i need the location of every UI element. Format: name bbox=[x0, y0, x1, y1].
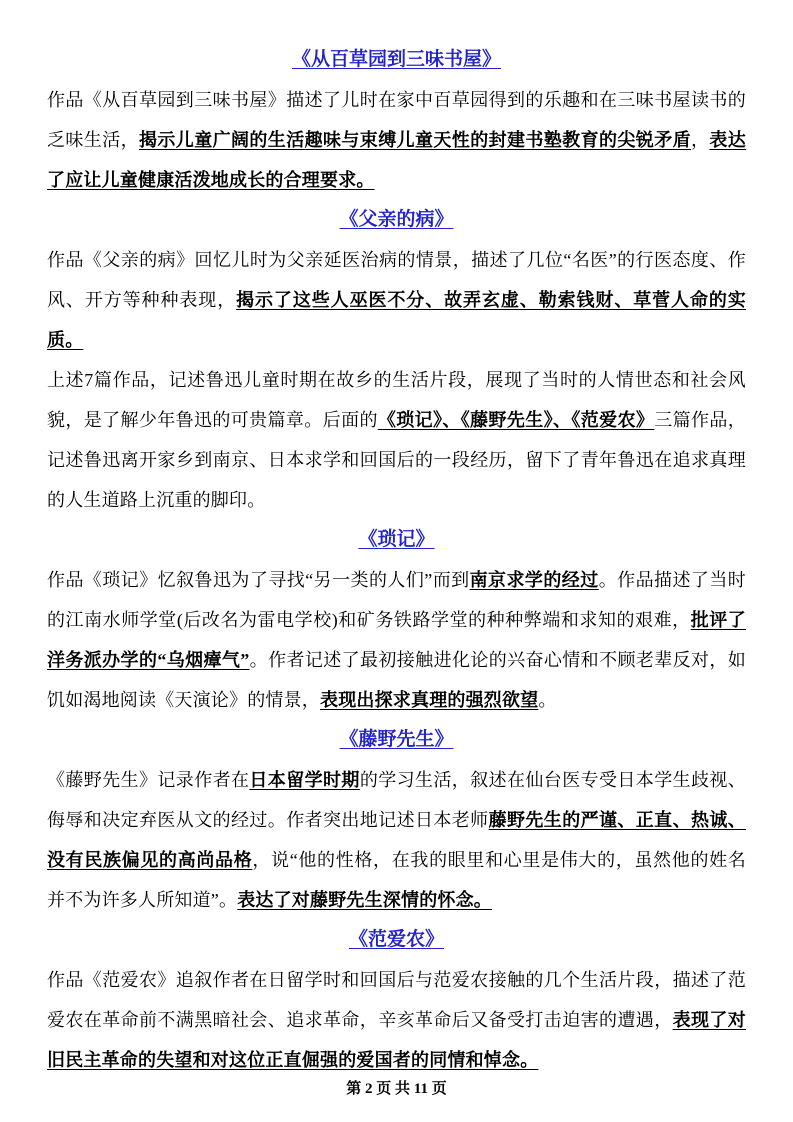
text-run: 。 bbox=[538, 690, 557, 710]
text-run: 《藤野先生》记录作者在 bbox=[47, 770, 250, 790]
section-heading: 《父亲的病》 bbox=[339, 209, 454, 230]
text-run: 上述7篇作品，记述鲁迅儿童时期在故乡的生活片段，展现了当时的人情世态和社会风貌，是了解少年鲁迅的可贵篇章。后面的 bbox=[47, 370, 746, 430]
text-run: 的学习生活，叙述在仙台医专受日本学生歧视、侮辱和决定弃医从文的经过。作者突出地记述日本老师 bbox=[47, 770, 747, 830]
page-number-footer: 第 2 页 共 11 页 bbox=[346, 1081, 447, 1097]
paragraph bbox=[47, 760, 746, 920]
section-heading: 《从百草园到三味书屋》 bbox=[291, 49, 501, 70]
text-run: ， bbox=[691, 130, 710, 150]
section-heading: 《藤野先生》 bbox=[339, 729, 454, 750]
text-run: 作品《从百草园到三味书屋》描述了儿时在家中百草园得到的乐趣和在三味书屋读书的乏味生活， bbox=[47, 90, 746, 150]
document-content bbox=[47, 40, 746, 1080]
emphasized-text-run: 表现出探求真理的强烈欲望 bbox=[320, 690, 539, 710]
emphasized-text-run: 批评了洋务派办学的“乌烟瘴气” bbox=[47, 610, 746, 670]
paragraph bbox=[47, 560, 746, 720]
text-run: 作品《父亲的病》回忆儿时为父亲延医治病的情景，描述了几位“名医”的行医态度、作风、开方等种种表现， bbox=[47, 250, 746, 310]
paragraph bbox=[47, 960, 746, 1080]
emphasized-text-run: 表达了对藤野先生深情的怀念。 bbox=[237, 890, 493, 910]
text-run: ，说“他的性格，在我的眼里和心里是伟大的，虽然他的姓名并不为许多人所知道”。 bbox=[47, 850, 746, 910]
emphasized-text-run: 表达了应让儿童健康活泼地成长的合理要求。 bbox=[47, 130, 747, 190]
emphasized-text-run: 揭示了这些人巫医不分、故弄玄虚、勒索钱财、草菅人命的实质。 bbox=[47, 290, 746, 350]
paragraph bbox=[47, 240, 746, 360]
paragraph bbox=[47, 360, 746, 520]
emphasized-text-run: 揭示儿童广阔的生活趣味与束缚儿童天性的封建书塾教育的尖锐矛盾 bbox=[139, 130, 691, 150]
emphasized-text-run: 表现了对旧民主革命的失望和对这位正直倔强的爱国者的同情和悼念。 bbox=[47, 1010, 746, 1070]
section-heading: 《范爱农》 bbox=[348, 929, 444, 950]
text-run: 作品《范爱农》追叙作者在日留学时和回国后与范爱农接触的几个生活片段，描述了范爱农在革命前不满黑暗社会、追求革命，辛亥革命后又备受打击迫害的遭遇， bbox=[47, 970, 746, 1030]
emphasized-text-run: 南京求学的经过 bbox=[469, 570, 599, 590]
text-run: 三篇作品，记述鲁迅离开家乡到南京、日本求学和回国后的一段经历，留下了青年鲁迅在追求真理的人生道路上沉重的脚印。 bbox=[47, 410, 746, 510]
text-run: 。作者记述了最初接触进化论的兴奋心情和不顾老辈反对，如饥如渴地阅读《天演论》的情景， bbox=[47, 650, 746, 710]
emphasized-text-run: 日本留学时期 bbox=[249, 770, 360, 790]
text-run: 作品《琐记》忆叙鲁迅为了寻找“另一类的人们”而到 bbox=[47, 570, 470, 590]
section-heading: 《琐记》 bbox=[358, 529, 435, 550]
emphasized-text-run: 藤野先生的严谨、正直、热诚、没有民族偏见的高尚品格 bbox=[47, 810, 746, 870]
emphasized-text-run: 《琐记》、《藤野先生》、《范爱农》 bbox=[377, 410, 655, 430]
paragraph bbox=[47, 80, 746, 200]
text-run: 。作品描述了当时的江南水师学堂(后改名为雷电学校)和矿务铁路学堂的种种弊端和求知的艰难， bbox=[47, 570, 746, 630]
